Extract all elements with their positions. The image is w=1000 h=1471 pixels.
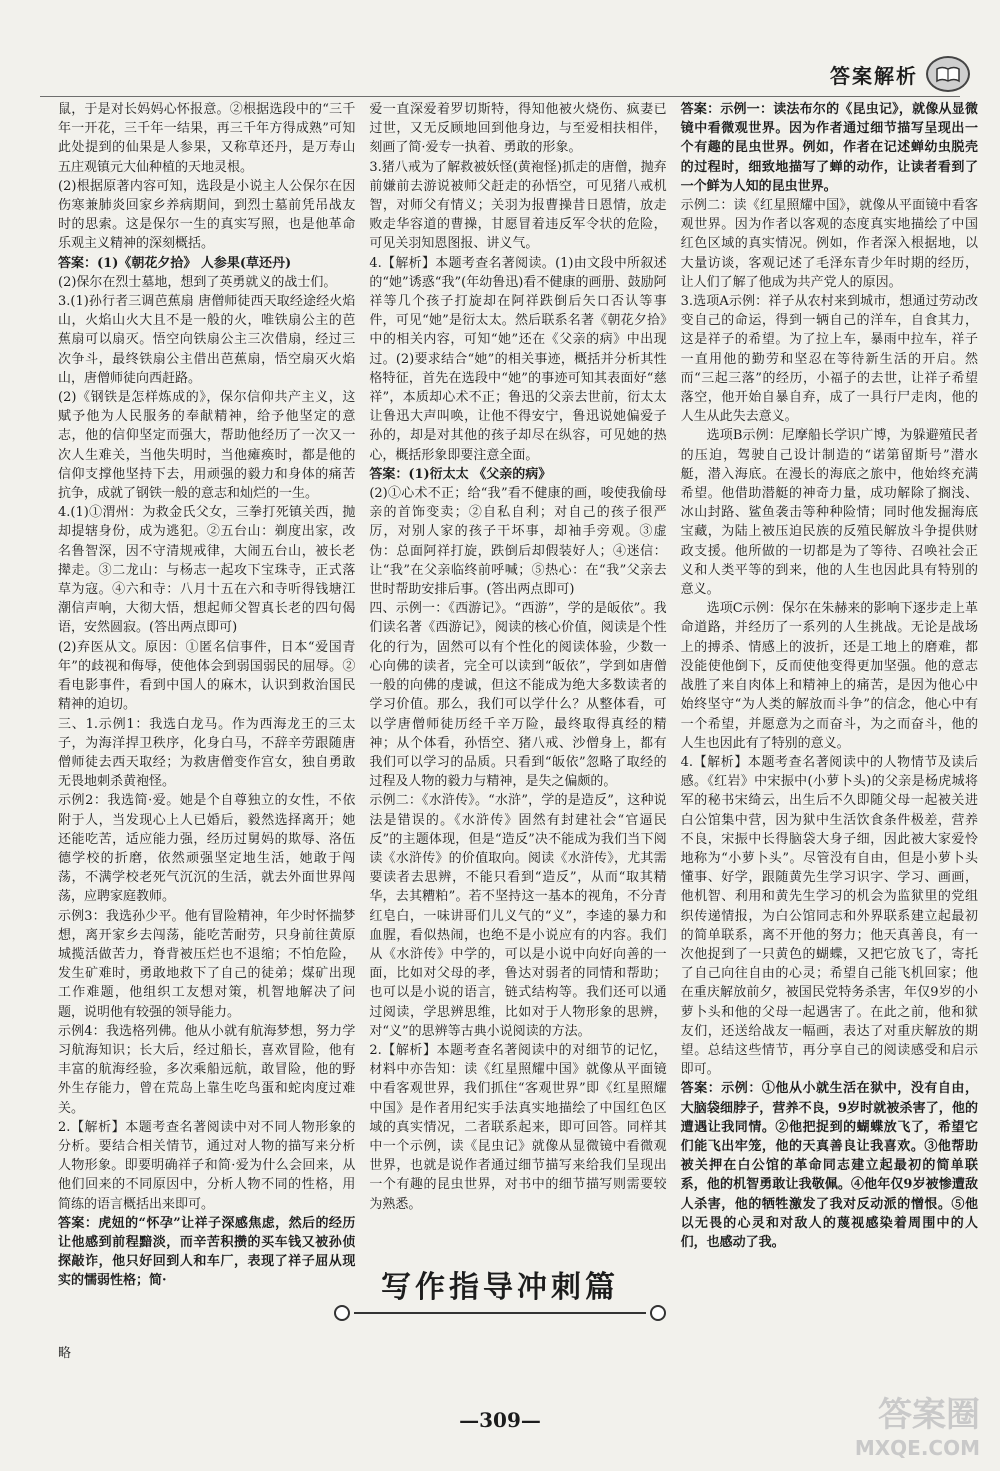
ornament-dot-left: [334, 1305, 350, 1321]
ornament-dot-right: [650, 1305, 666, 1321]
watermark: [780, 1387, 980, 1460]
answer-paragraph: 3.猪八戒为了解救被妖怪(黄袍怪)抓走的唐僧，抛弃前嫌前去游说被师父赶走的孙悟空，可见猪八戒机智，对师父有情义；关羽为报曹操昔日恩情，放走败走华容道的曹操，甘愿冒着违反军令状的危险，可见关羽知恩图报、讲义气。: [369, 159, 667, 252]
header-title: 答案解析: [830, 63, 918, 88]
answer-paragraph: 鼠，于是对长妈妈心怀报意。②根据选段中的“三千年一开花，三千年一结果，再三千年方得成熟”可知此处提到的仙果是人参果，又称草还丹，是万寿山五庄观镇元大仙种植的天地灵根。: [58, 102, 356, 175]
answer-paragraph: 四、示例一：《西游记》。“西游”，学的是皈依”。我们读名著《西游记》，阅读的核心价值，阅读是个性化的行为，固然可以有个性化的阅读体验，少数一心向佛的读者，完全可以读到“皈依”，学到如唐僧一般的向佛的虔诚，但这不能成为绝大多数读者的学习价值。那么，我们可以学什么？从整体看，可以学唐僧师徒历经千辛万险，最终取得真经的精神；从个体看，孙悟空、猪八戒、沙僧身上，都有我们可以学习的品质。只看到“皈依”忽略了取经的过程及人物的毅力与精神，是失之偏颇的。: [369, 601, 667, 790]
omitted-note: 略: [58, 1346, 72, 1361]
answer-paragraph: (2)弃医从文。原因：①匿名信事件，日本“爱国青年”的歧视和侮辱，使他体会到弱国弱民的屈辱。②看电影事件，看到中国人的麻木，认识到救治国民精神的迫切。: [58, 639, 356, 713]
answer-paragraph: 4.【解析】本题考查名著阅读。(1)由文段中所叙述的“她”诱惑“我”(年幼鲁迅)看不健康的画册、鼓励阿祥等几个孩子打旋却在阿祥跌倒后矢口否认等事件，可见“她”是衍太太。然后联系名著《朝花夕拾》中的相关内容，可知“她”还在《父亲的病》中出现过。(2)要求结合“她”的相关事迹，概括并分析其性格特征，首先在选段中“她”的事迹可知其表面好“慈祥”，本质却心术不正；鲁迅的父亲去世前，衍太太让鲁迅大声叫唤，让他不得安宁，鲁迅说她偏爱子孙的，却是对其他的孩子却尽在纵容，可见她的热心，概括形象即要注意全面。: [369, 255, 667, 463]
answer-paragraph: 答案：(1)《朝花夕拾》 人参果(草还丹): [58, 255, 292, 271]
answer-paragraph: 4.【解析】本题考查名著阅读中的人物情节及读后感。《红岩》中宋振中(小萝卜头)的父亲是杨虎城将军的秘书宋绮云，出生后不久即随父母一起被关进白公馆集中营，因为狱中生活饮食条件极差，营养不良，宋振中长得脑袋大身子细，因此被大家爱怜地称为“小萝卜头”。尽管没有自由，但是小萝卜头懂事、好学，跟随黄先生学习识字、学习、画画，他机智、利用和黄先生学习的机会为监狱里的党组织传递情报，为白公馆同志和外界联系建立起最初的简单联系，离不开他的努力；他天真善良，有一次他捉到了一只黄色的蝴蝶，又把它放飞了，寄托了自己向往自由的心灵；希望自己能飞机回家；他在重庆解放前夕，被国民党特务杀害，年仅9岁的小萝卜头和他的父母一起遇害了。在此之前，他和狱友们，还送给战友一幅画，表达了对重庆解放的期望。总结这些情节，再分享自己的阅读感受和启示即可。: [680, 754, 978, 1078]
answer-paragraph: 示例4：我选格列佛。他从小就有航海梦想，努力学习航海知识；长大后，经过船长，喜欢冒险，他有丰富的航海经验，多次乘船远航，敢冒险，他的野外生存能力，曾在荒岛上靠生吃鸟蛋和蛇肉度过难关。: [58, 1023, 356, 1116]
answer-paragraph: 选项B示例：尼摩船长学识广博，为躲避殖民者的压迫，驾驶自己设计制造的“诺第留斯号”潜水艇，潜入海底。在漫长的海底之旅中，他始终充满希望。他借助潜艇的神奇力量，成功解除了搁浅、冰山封路、鲨鱼袭击等种种险情；同时他发掘海底宝藏，为陆上被压迫民族的反殖民解放斗争提供财政支援。他所做的一切都是为了等待、召唤社会正义和人类平等的到来，他的人生也因此具有特别的意义。: [680, 428, 978, 598]
watermark-url: MXQE.COM: [854, 1436, 980, 1460]
column-left: [58, 100, 356, 1289]
answer-paragraph: 示例二：《水浒传》。“水浒”，学的是造反”，这种说法是错误的。《水浒传》固然有封建社会“官逼民反”的主题体现，但是“造反”决不能成为我们当下阅读《水浒传》的价值取向。阅读《水浒传》，尤其需要读者去思辨，不能只看到“造反”，从而“取其精华，去其糟粕”。若不坚持这一基本的视角，不分青红皂白，一味讲哥们儿义气的“义”，李逵的暴力和血腥，看似热闹，也绝不是小说应有的内容。我们从《水浒传》中学的，可以是小说中向好向善的一面，比如对父母的孝，鲁达对弱者的同情和帮助；也可以是小说的语言，链式结构等。我们还可以通过阅读，学思辨思维，比如对于人物形象的思辨，对“义”的思辨等古典小说阅读的方法。: [369, 793, 667, 1039]
answer-paragraph: 3.选项A示例：祥子从农村来到城市，想通过劳动改变自己的命运，得到一辆自己的洋车，自食其力，这是祥子的希望。为了拉上车，暴雨中拉车，祥子一直用他的勤劳和坚忍在等待新生活的开启。然而“三起三落”的经历，小福子的去世，让祥子希望落空，他开始自暴自弃，成了一具行尸走肉，他的人生从此失去意义。: [680, 294, 978, 425]
column-middle: [369, 100, 666, 1260]
column-right: [681, 100, 978, 1260]
section-title: 写作指导冲刺篇: [381, 1270, 619, 1305]
answer-paragraph: 2.【解析】本题考查名著阅读中对不同人物形象的分析。要结合相关情节，通过对人物的描写来分析人物形象。即要明确祥子和简·爱为什么会回来，从他们回来的不同原因中，分析人物不同的性格，用简练的语言概括出来即可。: [58, 1119, 356, 1212]
header-rule: [40, 96, 960, 97]
answer-paragraph: 爱一直深爱着罗切斯特，得知他被火烧伤、疯妻已过世，又无反顾地回到他身边，与至爱相扶相伴，刻画了简·爱专一执着、勇敢的形象。: [369, 102, 667, 156]
watermark-logo: 答案圈: [878, 1395, 980, 1435]
answer-paragraph: 4.(1)①渭州：为救金氏父女，三拳打死镇关西，抛却提辖身份，成为逃犯。②五台山：剃度出家，改名鲁智深，因不守清规戒律，大闹五台山，被长老撵走。③二龙山：与杨志一起攻下宝珠寺，正式落草为寇。④六和寺：八月十五在六和寺听得钱塘江潮信声响，大彻大悟，想起师父智真长老的四句偈语，安然圆寂。(答出两点即可): [58, 505, 356, 636]
answer-paragraph: 3.(1)孙行者三调芭蕉扇 唐僧师徒西天取经途经火焰山，火焰山火大且不是一般的火，唯铁扇公主的芭蕉扇可以扇灭。悟空向铁扇公主三次借扇，经过三次争斗，最终铁扇公主借出芭蕉扇，悟空扇灭火焰山，唐僧师徒向西赶路。: [58, 294, 356, 386]
section-ornament: [330, 1306, 670, 1320]
answer-paragraph: 答案：示例一：读法布尔的《昆虫记》，就像从显微镜中看微观世界。因为作者通过细节描写呈现出一个有趣的昆虫世界。例如，作者在记述蝉幼虫脱壳的过程时，细致地描写了蝉的动作，让读者看到了一个鲜为人知的昆虫世界。: [680, 102, 978, 194]
answer-paragraph: 示例3：我选孙少平。他有冒险精神，年少时怀揣梦想，离开家乡去闯荡，能吃苦耐劳，只身前往黄原城揽活做苦力，脊背被压烂也不退缩；不怕危险，发生矿难时，勇敢地救下了自己的徒弟；煤矿出现工作难题，他组织工友想对策，机智地解决了问题，说明他有较强的领导能力。: [58, 908, 356, 1020]
answer-banner: [808, 54, 970, 94]
answer-paragraph: 示例2：我选简·爱。她是个自尊独立的女性，不依附于人，当发现心上人已婚后，毅然选择离开；她还能吃苦，适应能力强，经历过舅妈的欺辱、洛伍德学校的折磨，依然顽强坚定地生活，她敢于闯荡，不满学校老死气沉沉的生活，就去外面世界闯荡，应聘家庭教师。: [58, 793, 356, 905]
answer-paragraph: (2)①心术不正；给“我”看不健康的画，唆使我偷母亲的首饰变卖；②自私自利；对自己的孩子很严厉，对别人家的孩子干坏事，却袖手旁观。③虚伪：总面阿祥打旋，跌倒后却假装好人；④迷信：让“我”在父亲临终前呼喊；⑤热心：在“我”父亲去世时帮助安排后事。(答出两点即可): [369, 486, 667, 598]
answer-paragraph: 2.【解析】本题考查名著阅读中的对细节的记忆，材料中亦告知：读《红星照耀中国》就像从平面镜中看客观世界，我们抓住“客观世界”即《红星照耀中国》是作者用纪实手法真实地描绘了中国红色区域的真实情况，二者联系起来，即可回答。同样其中一个示例，读《昆虫记》就像从显微镜中看微观世界，也就是说作者通过细节描写来给我们呈现出一个有趣的昆虫世界，对书中的细节描写则需要较为熟悉。: [369, 1042, 667, 1212]
answer-paragraph: 选项C示例：保尔在朱赫来的影响下逐步走上革命道路，并经历了一系列的人生挑战。无论是战场上的搏杀、情感上的波折，还是工地上的磨难，都没能使他倒下，反而使他变得更加坚强。他的意志战胜了来自肉体上和精神上的痛苦，是因为他心中始终坚守“为人类的解放而斗争”的信念，他心中有一个希望，并愿意为之而奋斗，为之而奋斗，他的人生也因此有了特别的意义。: [680, 601, 978, 751]
page-number: —309—: [459, 1408, 541, 1432]
answer-paragraph: 三、1.示例1：我选白龙马。作为西海龙王的三太子，为海洋捍卫秩序，化身白马，不辞辛劳跟随唐僧师徒去西天取经；为救唐僧变作宫女，独自勇敢无畏地刺杀黄袍怪。: [58, 716, 356, 790]
answer-paragraph: 示例二：读《红星照耀中国》，就像从平面镜中看客观世界。因为作者以客观的态度真实地描绘了中国红色区域的真实情况。例如，作者深入根据地，以大量访谈，客观记述了毛泽东青少年时期的经历，让人们了解了他成为共产党人的原因。: [680, 198, 978, 290]
answer-paragraph: (2)《钢铁是怎样炼成的》，保尔信仰共产主义，这赋予他为人民服务的奉献精神，给予他坚定的意志，他的信仰坚定而强大，帮助他经历了一次又一次人生难关，当他失明时，当他瘫痪时，都是他的信仰支撑他坚持下去，用顽强的毅力和身体的痛苦抗争，成就了钢铁一般的意志和灿烂的一生。: [58, 390, 356, 502]
ornament-line: [354, 1312, 646, 1314]
section-banner: [330, 1262, 670, 1322]
answer-paragraph: 答案：示例：①他从小就生活在狱中，没有自由，大脑袋细脖子，营养不良，9岁时就被杀害了，他的遭遇让我同情。②他把捉到的蝴蝶放飞了，希望它们能飞出牢笼，他的天真善良让我喜欢。③他帮助被关押在白公馆的革命同志建立起最初的简单联系，他的机智勇敢让我敬佩。④他年仅9岁被惨遭敌人杀害，他的牺牲激发了我对反动派的憎恨。⑤他以无畏的心灵和对敌人的蔑视感染着周围中的人们，也感动了我。: [680, 1081, 978, 1250]
answer-paragraph: 答案：(1)衍太太 《父亲的病》: [369, 466, 552, 482]
answer-paragraph: (2)根据原著内容可知，选段是小说主人公保尔在因伤寒兼肺炎回家乡养病期间，到烈士墓前凭吊战友时的思索。这是保尔一生的真实写照，也是他革命乐观主义精神的深刻概括。: [58, 178, 356, 252]
answer-paragraph: (2)保尔在烈士墓地，想到了英勇就义的战士们。: [58, 274, 337, 290]
book-icon: [926, 56, 970, 92]
answer-paragraph: 答案：虎妞的“怀孕”让祥子深感焦虑，然后的经历让他感到前程黯淡，而辛苦积攒的买车钱又被孙侦探敲诈，他只好回到人和车厂，表现了祥子屈从现实的懦弱性格；简·: [58, 1215, 356, 1289]
